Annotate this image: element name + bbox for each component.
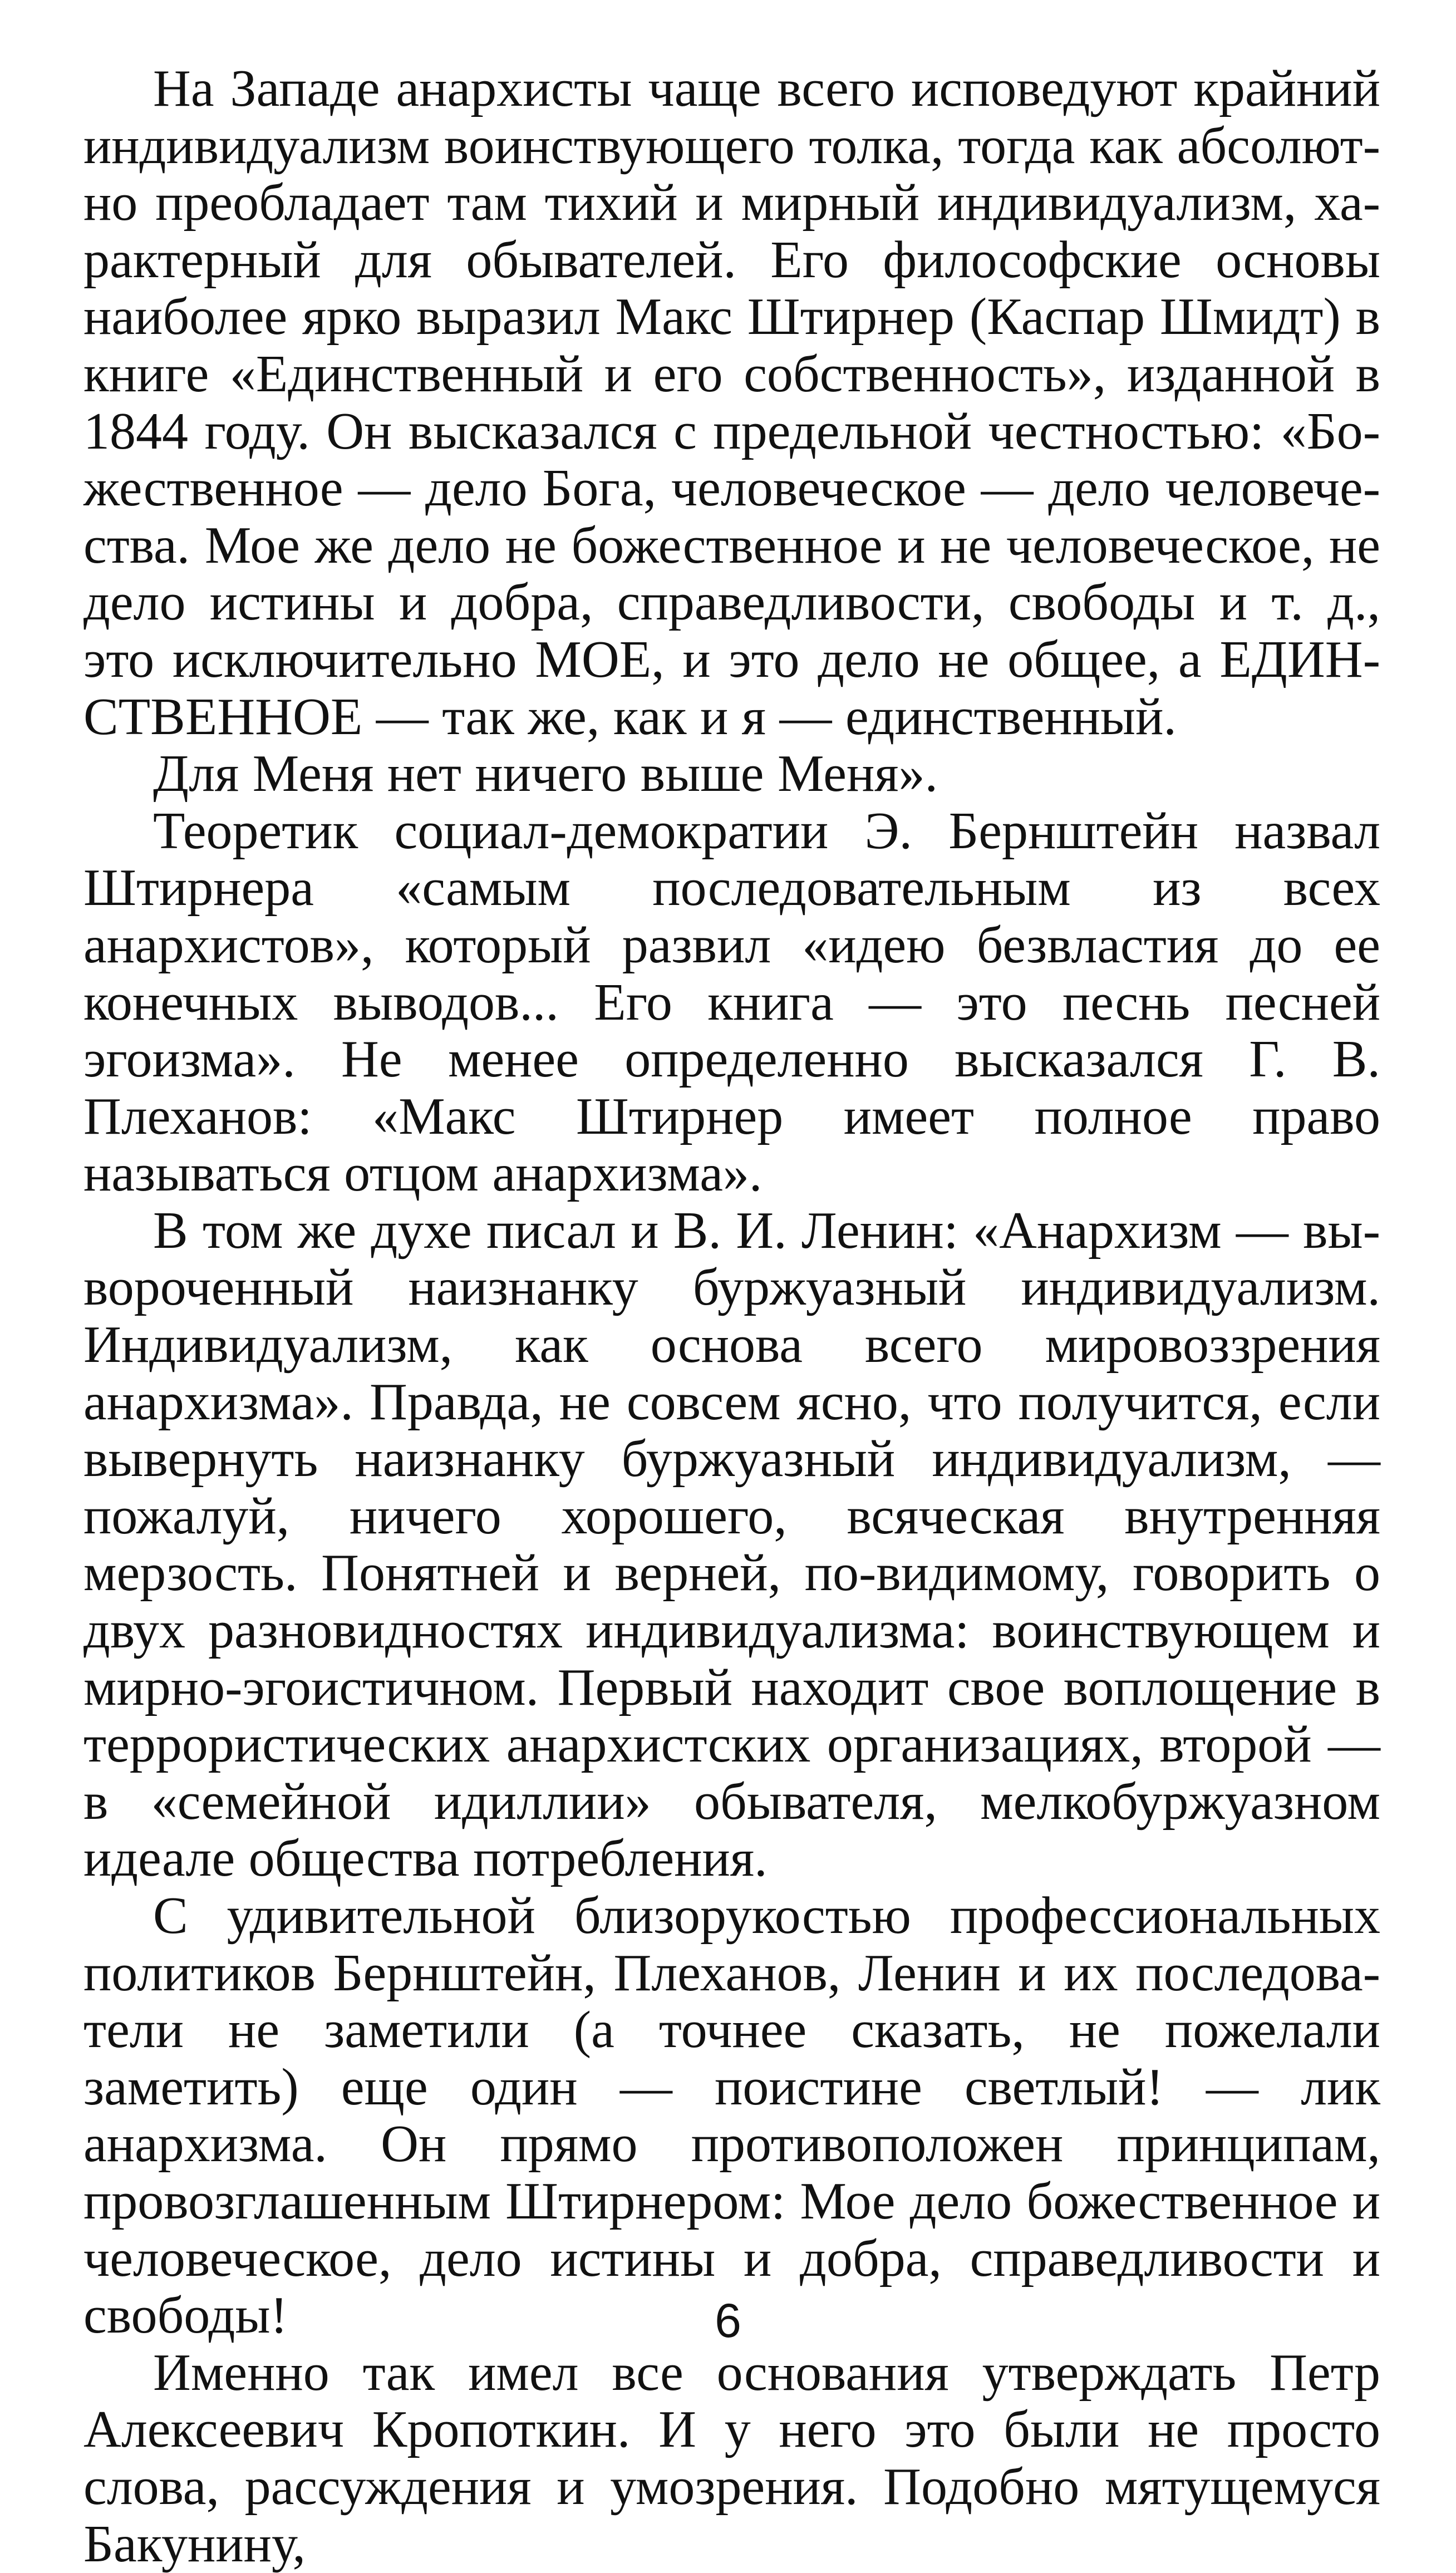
- paragraph-6: Именно так имел все основания утверждать Петр Алексеевич Кропоткин. И у него это были не просто слова, рассуждения и умозрения. Подобно мятущемуся Бакунину,: [83, 2343, 1380, 2573]
- paragraph-2: Для Меня нет ничего выше Меня».: [153, 745, 938, 803]
- paragraph-3: Теоретик социал-демократии Э. Бернштейн назвал Штирнера «самым последовательным из всех анархистов», который развил «идею безвластия до ее конечных выводов... Его книга — это песнь песней эгоизма». Не менее определенно высказался Г. В. Плеханов: «Макс Штирнер имеет полное право называться отцом анархизма».: [83, 801, 1380, 1203]
- paragraph-4: В том же духе писал и В. И. Ленин: «Анархизм — вывороченный наизнанку буржуазный индивидуализм. Индивидуализм, как основа всего мировоззрения анархизма». Правда, не совсем ясно, что получится, если вывернуть наизнанку буржуазный индивидуализм, — пожалуй, ничего хорошего, всяческая внутренняя мерзость. Понятней и верней, по-видимому, говорить о двух разновидностях индивидуализма: воинствующем и мирно-эгоистичном. Первый находит свое воплощение в террористических анархистских организациях, второй — в «семейной идиллии» обывателя, мелкобуржуазном идеале общества потребления.: [83, 1201, 1380, 1888]
- page-number: 6: [715, 2294, 741, 2348]
- paragraph-1: На Западе анархисты чаще всего исповедуют крайний индивидуализм воинствующего толка, тогда как абсолютно преобладает там тихий и мирный индивидуализм, характерный для обывателей. Его философские основы наиболее ярко выразил Макс Штирнер (Каспар Шмидт) в книге «Единственный и его собственность», изданной в 1844 году. Он высказался с предельной честностью: «Божественное — дело Бога, человеческое — дело человечества. Мое же дело не божественное и не человеческое, не дело истины и добра, справедливости, свободы и т. д., это исключительно МОЕ, и это дело не общее, а ЕДИНСТВЕННОЕ — так же, как и я — единственный.: [83, 60, 1380, 746]
- paragraph-5: С удивительной близорукостью профессиональных политиков Бернштейн, Плеханов, Ленин и их последователи не заметили (а точнее сказать, не пожелали заметить) еще один — поистине светлый! — лик анархизма. Он прямо противоположен принципам, провозглашенным Штирнером: Мое дело божественное и человеческое, дело истины и добра, справедливости и свободы!: [83, 1887, 1380, 2345]
- body-text: [83, 60, 1380, 2572]
